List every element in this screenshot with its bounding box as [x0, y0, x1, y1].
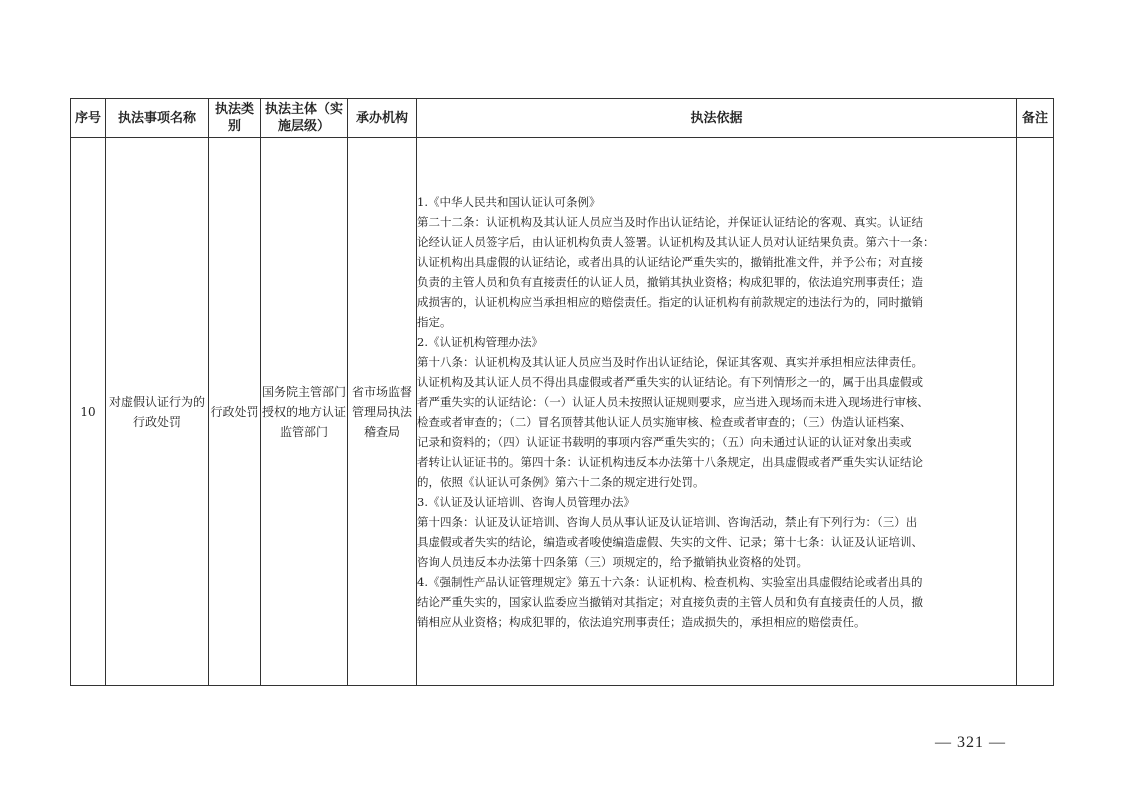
basis-line: 4.《强制性产品认证管理规定》第五十六条：认证机构、检查机构、实验室出具虚假结论或者出具的: [417, 574, 923, 589]
header-agency: 承办机构: [348, 99, 417, 138]
basis-line: 者严重失实的认证结论：（一）认证人员未按照认证规则要求，应当进入现场而未进入现场进行审核、: [417, 394, 929, 409]
basis-line: 论经认证人员签字后，由认证机构负责人签署。认证机构及其认证人员对认证结果负责。第六十一条：: [417, 234, 935, 249]
table-row: [71, 138, 1054, 686]
basis-line: 认证机构及其认证人员不得出具虚假或者严重失实的认证结论。有下列情形之一的，属于出具虚假或: [417, 374, 923, 389]
basis-line: 第十八条：认证机构及其认证人员应当及时作出认证结论，保证其客观、真实并承担相应法律责任。: [417, 354, 923, 369]
header-category: 执法类别: [209, 99, 261, 138]
cell-agency: 省市场监督管理局执法稽查局: [348, 138, 417, 686]
basis-line: 认证机构出具虚假的认证结论，或者出具的认证结论严重失实的，撤销批准文件，并予公布；对直接: [417, 254, 923, 269]
header-basis: 执法依据: [417, 99, 1017, 138]
basis-line: 1.《中华人民共和国认证认可条例》: [417, 194, 601, 209]
header-item-name: 执法事项名称: [106, 99, 209, 138]
basis-line: 具虚假或者失实的结论，编造或者唆使编造虚假、失实的文件、记录；第十七条：认证及认证培训、: [417, 534, 923, 549]
cell-category: 行政处罚: [209, 138, 261, 686]
enforcement-table: [70, 98, 1054, 686]
basis-line: 销相应从业资格；构成犯罪的，依法追究刑事责任；造成损失的，承担相应的赔偿责任。: [417, 614, 866, 629]
basis-line: 2.《认证机构管理办法》: [417, 334, 543, 349]
basis-line: 的，依照《认证认可条例》第六十二条的规定进行处罚。: [417, 474, 705, 489]
cell-subject: 国务院主管部门授权的地方认证监管部门: [261, 138, 348, 686]
basis-line: 咨询人员违反本办法第十四条第（三）项规定的，给予撤销执业资格的处罚。: [417, 554, 808, 569]
basis-line: 检查或者审查的；（二）冒名顶替其他认证人员实施审核、检查或者审查的；（三）伪造认证档案、: [417, 414, 912, 429]
page-number: — 321 —: [935, 734, 1006, 751]
basis-line: 负责的主管人员和负有直接责任的认证人员，撤销其执业资格；构成犯罪的，依法追究刑事责任；造: [417, 274, 923, 289]
basis-line: 成损害的，认证机构应当承担相应的赔偿责任。指定的认证机构有前款规定的违法行为的，同时撤销: [417, 294, 923, 309]
header-subject: 执法主体（实施层级）: [261, 99, 348, 138]
basis-line: 3.《认证及认证培训、咨询人员管理办法》: [417, 494, 635, 509]
cell-basis: [417, 138, 1017, 686]
header-remark: 备注: [1017, 99, 1054, 138]
basis-line: 指定。: [417, 314, 452, 329]
basis-line: 第二十二条：认证机构及其认证人员应当及时作出认证结论，并保证认证结论的客观、真实。认证结: [417, 214, 923, 229]
cell-seq: 10: [71, 138, 106, 686]
basis-line: 第十四条：认证及认证培训、咨询人员从事认证及认证培训、咨询活动，禁止有下列行为：（三）出: [417, 514, 918, 529]
basis-line: 结论严重失实的，国家认监委应当撤销对其指定；对直接负责的主管人员和负有直接责任的人员，撤: [417, 594, 923, 609]
header-seq: 序号: [71, 99, 106, 138]
cell-item-name: 对虚假认证行为的行政处罚: [106, 138, 209, 686]
basis-line: 记录和资料的；（四）认证证书载明的事项内容严重失实的；（五）向未通过认证的认证对象出卖或: [417, 434, 912, 449]
basis-line: 者转让认证证书的。第四十条：认证机构违反本办法第十八条规定，出具虚假或者严重失实认证结论: [417, 454, 923, 469]
cell-remark: [1017, 138, 1054, 686]
header-row: [71, 99, 1054, 138]
